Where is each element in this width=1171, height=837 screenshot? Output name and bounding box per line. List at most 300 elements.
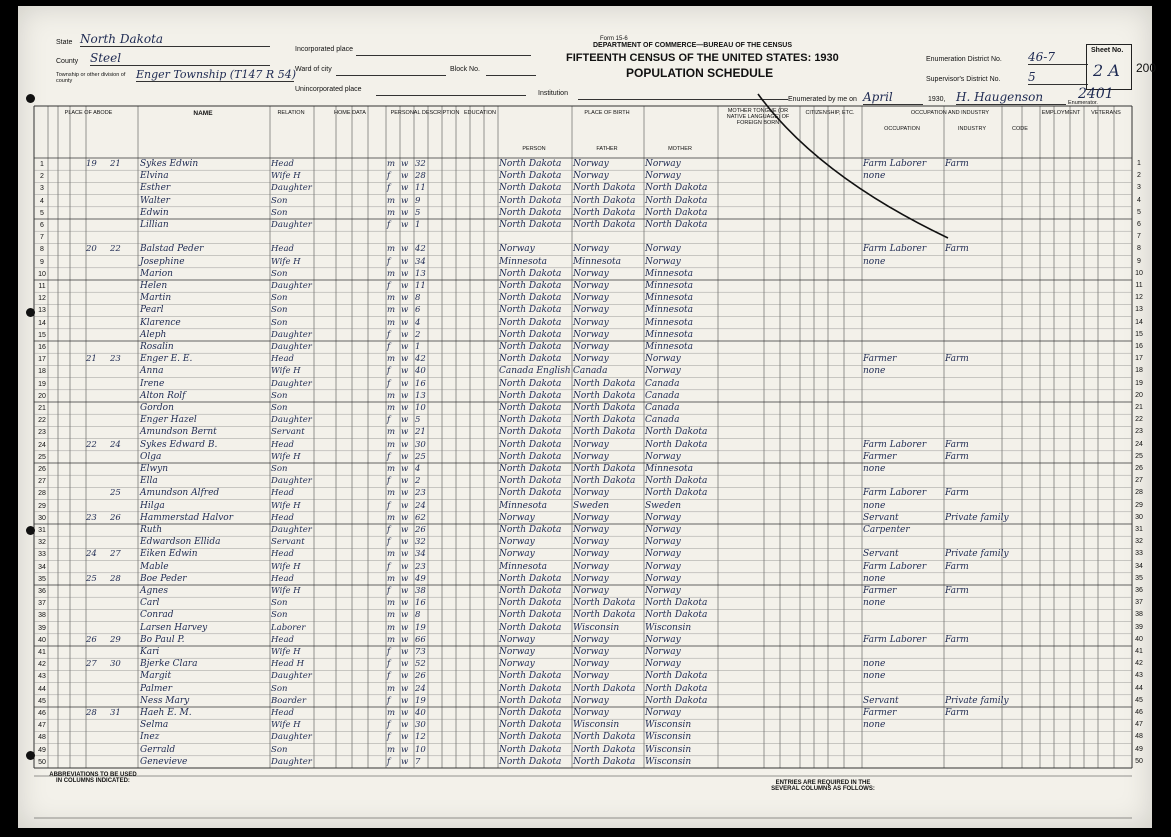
birthplace-father: North Dakota (573, 683, 636, 694)
family-number (110, 696, 136, 707)
sex: f (387, 756, 391, 767)
sex: m (387, 317, 396, 328)
occupation: none (863, 720, 886, 731)
industry: Farm (945, 634, 969, 645)
sex: f (387, 281, 391, 291)
sex: m (387, 159, 396, 169)
industry (945, 269, 1001, 280)
dwelling-number (86, 745, 110, 756)
birthplace-mother: Norway (645, 451, 681, 462)
person-name: Anna (140, 366, 164, 377)
family-number (110, 684, 136, 695)
occupation (863, 330, 943, 341)
sex: m (387, 598, 396, 609)
sex: m (387, 268, 396, 279)
person-name (140, 232, 268, 243)
relation: Head (271, 439, 294, 450)
sex: f (387, 659, 391, 670)
row-number-right: 45 (1135, 696, 1143, 704)
row-number-right: 32 (1135, 538, 1143, 546)
industry (945, 659, 1001, 670)
row-number-right: 25 (1135, 452, 1143, 460)
occupation: none (863, 366, 886, 377)
occupation (863, 610, 943, 621)
dwelling-number (86, 427, 110, 438)
industry (945, 281, 1001, 292)
occupation (863, 647, 943, 658)
race: w (401, 598, 409, 609)
sex: f (387, 500, 391, 511)
birthplace-mother: Norway (645, 354, 681, 365)
race: w (401, 647, 409, 657)
birthplace-mother: Norway (645, 525, 681, 535)
dwelling-number: 27 (86, 659, 97, 670)
dwelling-number: 25 (86, 573, 97, 584)
race: w (401, 244, 409, 255)
race: w (401, 500, 409, 511)
birthplace-person: North Dakota (499, 159, 562, 169)
birthplace-father: Norway (573, 439, 609, 450)
industry (945, 293, 1001, 304)
dwelling-number (86, 586, 110, 597)
industry: Farm (945, 159, 969, 169)
sex: m (387, 403, 396, 413)
row-number: 26 (38, 466, 46, 473)
department-line: DEPARTMENT OF COMMERCE—BUREAU OF THE CENSUS (593, 42, 792, 49)
family-number (110, 391, 136, 402)
family-number: 21 (110, 159, 121, 169)
row-number-right: 29 (1135, 501, 1143, 509)
age: 2 (415, 476, 421, 487)
row-number-right: 28 (1135, 489, 1143, 497)
sex: m (387, 573, 396, 584)
relation: Son (271, 317, 288, 328)
industry (945, 476, 1001, 487)
industry: Farm (945, 561, 969, 572)
race: w (401, 756, 409, 767)
row-number-right: 30 (1135, 513, 1143, 521)
relation: Daughter (271, 476, 312, 487)
row-number: 46 (38, 710, 46, 717)
row-number: 34 (38, 563, 46, 571)
dwelling-number (86, 232, 110, 243)
relation (271, 232, 313, 243)
race: w (401, 293, 409, 304)
industry: Farm (945, 354, 969, 365)
race: w (401, 732, 409, 743)
age: 42 (415, 354, 426, 365)
birthplace-person: North Dakota (499, 451, 562, 462)
birthplace-person: North Dakota (499, 464, 562, 474)
row-number: 48 (38, 734, 46, 742)
industry: Farm (945, 586, 969, 596)
person-name: Gerrald (140, 744, 176, 755)
relation: Son (271, 268, 288, 279)
industry (945, 330, 1001, 341)
age: 42 (415, 244, 426, 255)
relation: Wife H (271, 500, 301, 511)
birthplace-person: Norway (499, 647, 535, 657)
sex: m (387, 390, 396, 401)
dwelling-number: 21 (86, 354, 97, 365)
dwelling-number (86, 452, 110, 463)
birthplace-father: Norway (573, 586, 609, 596)
row-number: 49 (38, 746, 46, 754)
occupation (863, 427, 943, 438)
race: w (401, 378, 409, 389)
birthplace-mother: North Dakota (645, 183, 708, 194)
birthplace-person: North Dakota (499, 281, 562, 291)
race: w (401, 512, 409, 523)
row-number-right: 39 (1135, 623, 1143, 631)
row-number-right: 18 (1135, 367, 1143, 375)
occupation (863, 391, 943, 402)
age: 4 (415, 317, 421, 328)
hdr-mother: MOTHER (668, 146, 692, 152)
industry (945, 196, 1001, 207)
industry (945, 574, 1001, 585)
dwelling-number (86, 318, 110, 329)
birthplace-father: Norway (573, 671, 609, 682)
hdr-personal: PERSONAL DESCRIPTION (390, 110, 460, 116)
hdr-veterans: VETERANS (1091, 110, 1121, 116)
industry (945, 427, 1001, 438)
age: 13 (415, 390, 426, 401)
birthplace-mother: Canada (645, 415, 680, 426)
occupation (863, 196, 943, 207)
birthplace-mother: Minnesota (645, 293, 694, 304)
row-number: 16 (38, 344, 46, 351)
industry: Farm (945, 244, 969, 255)
family-number (110, 671, 136, 682)
sex: f (387, 220, 391, 230)
birthplace-mother: North Dakota (645, 427, 708, 438)
industry (945, 757, 1001, 768)
sex: m (387, 293, 396, 304)
row-number: 20 (38, 392, 46, 400)
township-value: Enger Township (T147 R 54) (136, 68, 296, 81)
birthplace-person: North Dakota (499, 403, 562, 413)
birthplace-mother: North Dakota (645, 598, 708, 609)
county-value: Steel (90, 51, 270, 66)
sex: f (387, 476, 391, 487)
row-number-right: 42 (1135, 660, 1143, 668)
industry (945, 318, 1001, 329)
race: w (401, 329, 409, 340)
birthplace-mother: Minnesota (645, 464, 694, 474)
birthplace-father: Wisconsin (573, 622, 620, 633)
birthplace-father: Norway (573, 451, 609, 462)
birthplace-mother: Wisconsin (645, 744, 692, 755)
age: 7 (415, 756, 421, 767)
row-number-right: 31 (1135, 526, 1143, 533)
birthplace-father: North Dakota (573, 415, 636, 426)
birthplace-father: North Dakota (573, 464, 636, 474)
row-number-right: 36 (1135, 587, 1143, 594)
age: 26 (415, 671, 426, 682)
birthplace-mother: North Dakota (645, 439, 708, 450)
person-name: Bjerke Clara (140, 659, 198, 670)
birthplace-mother: Norway (645, 171, 681, 182)
row-number: 27 (38, 478, 46, 486)
row-number-right: 11 (1135, 282, 1143, 289)
unincorporated-label: Unincorporated place (295, 86, 362, 93)
industry (945, 183, 1001, 194)
row-number-right: 14 (1135, 318, 1143, 326)
relation: Head (271, 549, 294, 560)
birthplace-person: North Dakota (499, 695, 562, 706)
family-number (110, 330, 136, 341)
dwelling-number: 28 (86, 708, 97, 718)
birthplace-person: North Dakota (499, 427, 562, 438)
race: w (401, 708, 409, 718)
occupation (863, 684, 943, 695)
age: 30 (415, 720, 426, 731)
state-value: North Dakota (80, 32, 270, 47)
person-name: Margit (140, 671, 172, 682)
sex (387, 232, 400, 243)
birthplace-person: Canada English (499, 366, 571, 377)
person-name: Hammerstad Halvor (140, 512, 234, 523)
occupation: Farm Laborer (863, 634, 927, 645)
row-number: 1 (40, 161, 44, 168)
row-number-right: 24 (1135, 440, 1143, 448)
birthplace-person: Minnesota (499, 256, 548, 267)
birthplace-person: Norway (499, 634, 535, 645)
birthplace-mother: Norway (645, 537, 681, 548)
age: 10 (415, 744, 426, 755)
family-number (110, 379, 136, 390)
row-number-right: 21 (1135, 404, 1143, 411)
birthplace-father: Norway (573, 342, 609, 352)
occupation: none (863, 500, 886, 511)
birthplace-person: Minnesota (499, 561, 548, 572)
race: w (401, 366, 409, 377)
relation: Daughter (271, 732, 312, 743)
birthplace-father: Norway (573, 268, 609, 279)
birthplace-person: Norway (499, 512, 535, 523)
relation: Wife H (271, 171, 301, 182)
birthplace-person: Norway (499, 537, 535, 548)
page-stamp-handwritten: 2401 (1078, 86, 1114, 102)
dwelling-number (86, 379, 110, 390)
footer-entries: ENTRIES ARE REQUIRED IN THE SEVERAL COLUMNS AS FOLLOWS: (771, 780, 875, 792)
race: w (401, 342, 409, 352)
age: 34 (415, 256, 426, 267)
occupation: Farm Laborer (863, 439, 927, 450)
birthplace-father: Wisconsin (573, 720, 620, 731)
birthplace-person: North Dakota (499, 488, 562, 499)
person-name: Balstad Peder (140, 244, 204, 255)
occupation (863, 745, 943, 756)
race: w (401, 634, 409, 645)
person-name: Helen (140, 281, 168, 291)
birthplace-person (499, 232, 571, 243)
sex: f (387, 171, 391, 182)
birthplace-father: North Dakota (573, 403, 636, 413)
occupation (863, 537, 943, 548)
age: 12 (415, 732, 426, 743)
row-number: 50 (38, 758, 46, 766)
race: w (401, 659, 409, 670)
race: w (401, 390, 409, 401)
birthplace-person: Norway (499, 244, 535, 255)
occupation: Farmer (863, 451, 897, 462)
family-number (110, 196, 136, 207)
sex: m (387, 708, 396, 718)
enumerated-year: 1930, (928, 96, 946, 103)
birthplace-father: North Dakota (573, 220, 636, 230)
person-name: Eiken Edwin (140, 549, 198, 560)
relation: Head (271, 512, 294, 523)
industry: Farm (945, 451, 969, 462)
birthplace-mother: Wisconsin (645, 720, 692, 731)
dwelling-number (86, 330, 110, 341)
family-number: 24 (110, 439, 121, 450)
dwelling-number: 22 (86, 439, 97, 450)
relation: Servant (271, 537, 305, 548)
occupation (863, 623, 943, 634)
birthplace-mother: Sweden (645, 500, 682, 511)
row-number-right: 2 (1137, 172, 1141, 180)
birthplace-mother: Minnesota (645, 342, 694, 352)
relation: Head (271, 159, 294, 169)
birthplace-father: Norway (573, 537, 609, 548)
birthplace-mother: Norway (645, 159, 681, 169)
race: w (401, 622, 409, 633)
hdr-code: CODE (1012, 126, 1028, 132)
birthplace-father: Norway (573, 647, 609, 657)
relation: Daughter (271, 342, 312, 352)
industry: Private family (945, 512, 1009, 523)
row-number: 3 (40, 185, 44, 193)
occupation: none (863, 659, 886, 670)
row-number: 8 (40, 246, 44, 254)
person-name: Walter (140, 195, 170, 206)
person-name: Enger E. E. (140, 354, 193, 365)
dwelling-number: 23 (86, 512, 97, 523)
birthplace-mother: Norway (645, 256, 681, 267)
relation: Wife H (271, 647, 301, 657)
birthplace-mother: Norway (645, 573, 681, 584)
person-name: Irene (140, 378, 165, 389)
row-number-right: 44 (1135, 684, 1143, 692)
family-number (110, 305, 136, 316)
person-name: Lillian (140, 220, 169, 230)
person-name: Alton Rolf (140, 390, 186, 401)
dwelling-number (86, 269, 110, 280)
industry (945, 610, 1001, 621)
birthplace-person: North Dakota (499, 610, 562, 621)
family-number (110, 281, 136, 292)
relation: Son (271, 305, 288, 316)
dwelling-number (86, 281, 110, 292)
punch-hole-icon (26, 751, 35, 760)
industry (945, 415, 1001, 426)
row-number-right: 33 (1135, 550, 1143, 558)
race: w (401, 695, 409, 706)
sex: f (387, 561, 391, 572)
occupation: none (863, 598, 886, 609)
sex: f (387, 329, 391, 340)
punch-hole-icon (26, 94, 35, 103)
dwelling-number (86, 696, 110, 707)
birthplace-father: North Dakota (573, 183, 636, 194)
family-number: 28 (110, 573, 121, 584)
race: w (401, 573, 409, 584)
hdr-citizenship: CITIZENSHIP, ETC. (805, 110, 855, 116)
row-number-right: 20 (1135, 391, 1143, 399)
hdr-occupation: OCCUPATION AND INDUSTRY (910, 110, 990, 116)
age: 73 (415, 647, 426, 657)
age: 21 (415, 427, 426, 438)
person-name: Josephine (140, 256, 185, 267)
birthplace-father: North Dakota (573, 756, 636, 767)
occupation (863, 342, 943, 353)
race: w (401, 537, 409, 548)
block-label: Block No. (450, 66, 480, 73)
birthplace-mother: North Dakota (645, 695, 708, 706)
birthplace-person: North Dakota (499, 744, 562, 755)
birthplace-father: Norway (573, 695, 609, 706)
institution-label: Institution (538, 90, 568, 97)
race: w (401, 281, 409, 291)
birthplace-person: North Dakota (499, 268, 562, 279)
birthplace-mother: North Dakota (645, 207, 708, 218)
family-number (110, 757, 136, 768)
occupation: none (863, 171, 886, 182)
occupation (863, 757, 943, 768)
birthplace-father: North Dakota (573, 732, 636, 743)
industry: Farm (945, 488, 969, 499)
industry: Farm (945, 439, 969, 450)
person-name: Elvina (140, 171, 169, 182)
row-number: 28 (38, 490, 46, 498)
age: 40 (415, 366, 426, 377)
occupation: none (863, 256, 886, 267)
person-name: Pearl (140, 305, 164, 316)
family-number: 31 (110, 708, 121, 718)
birthplace-father: Norway (573, 244, 609, 255)
supervisor-value: 5 (1028, 70, 1088, 85)
enumerator-label: Enumerator. (1068, 100, 1098, 106)
sex: m (387, 195, 396, 206)
relation: Daughter (271, 525, 312, 535)
birthplace-person: North Dakota (499, 476, 562, 487)
sex: f (387, 342, 391, 352)
age: 52 (415, 659, 426, 670)
age: 26 (415, 525, 426, 535)
family-number: 27 (110, 549, 121, 560)
enumerated-month: April (863, 90, 923, 105)
birthplace-person: North Dakota (499, 415, 562, 426)
person-name: Edwin (140, 207, 169, 218)
sex: f (387, 451, 391, 462)
punch-hole-icon (26, 308, 35, 317)
age: 30 (415, 439, 426, 450)
occupation (863, 476, 943, 487)
occupation (863, 379, 943, 390)
row-number: 42 (38, 661, 46, 669)
birthplace-mother: North Dakota (645, 476, 708, 487)
dwelling-number (86, 757, 110, 768)
birthplace-mother: Canada (645, 390, 680, 401)
row-number: 47 (38, 722, 46, 730)
age: 11 (415, 183, 426, 194)
race: w (401, 268, 409, 279)
row-number: 11 (38, 283, 46, 290)
family-number: 23 (110, 354, 121, 365)
